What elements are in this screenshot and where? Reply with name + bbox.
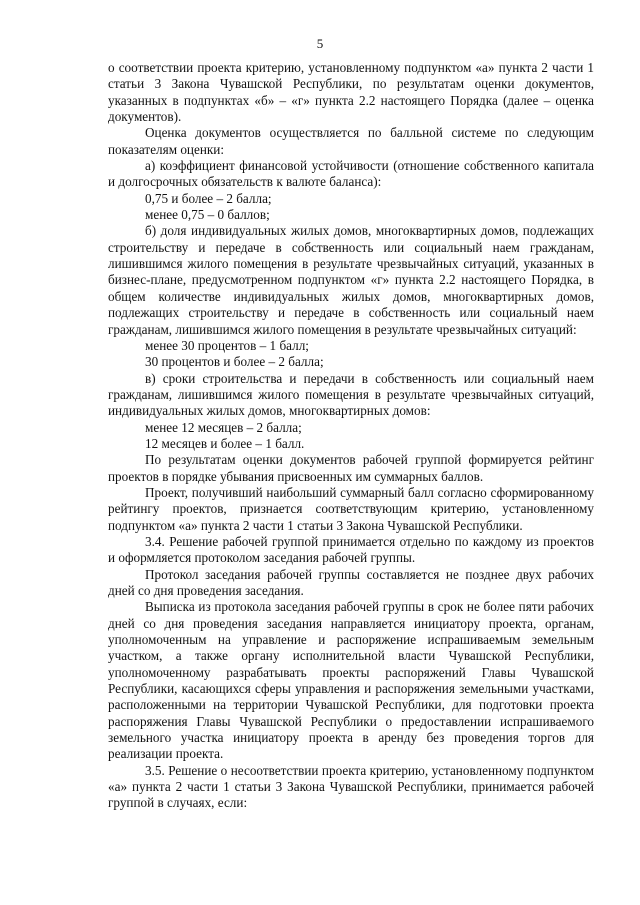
paragraph-criterion-c-score-2: 12 месяцев и более – 1 балл. xyxy=(145,435,305,451)
paragraph-criterion-b-score-1: менее 30 процентов – 1 балл; xyxy=(145,337,309,353)
paragraph-criterion-c-score-1: менее 12 месяцев – 2 балла; xyxy=(145,419,302,435)
paragraph-criterion-a: а) коэффициент финансовой устойчивости (отношение собственного капитала и долгосрочных обязательств к валюте баланса): xyxy=(108,158,594,190)
paragraph-continuation: о соответствии проекта критерию, установленному подпунктом «а» пункта 2 части 1 статьи 3 Закона Чувашской Республики, по результатам оценки документов, указанных в подпунктах «б» – «г» пункта 2.2 настоящего Порядка (далее – оценка документов). xyxy=(108,60,594,125)
document-body xyxy=(108,60,594,812)
paragraph-scoring-intro: Оценка документов осуществляется по балльной системе по следующим показателям оценки: xyxy=(108,125,594,157)
paragraph-section-3-4: 3.4. Решение рабочей группой принимается отдельно по каждому из проектов и оформляется протоколом заседания рабочей группы. xyxy=(108,533,594,566)
paragraph-section-3-5: 3.5. Решение о несоответствии проекта критерию, установленному подпунктом «а» пункта 2 части 1 статьи 3 Закона Чувашской Республики, принимается рабочей группой в случаях, если: xyxy=(108,762,594,811)
paragraph-criterion-c: в) сроки строительства и передачи в собственность или социальный наем гражданам, лишившимся жилого помещения в результате чрезвычайных ситуаций, индивидуальных жилых домов, многоквартирных домов: xyxy=(108,370,594,419)
paragraph-rating: По результатам оценки документов рабочей группой формируется рейтинг проектов в порядке убывания присвоенных им суммарных баллов. xyxy=(108,452,594,484)
paragraph-winner: Проект, получивший наибольший суммарный балл согласно сформированному рейтингу проектов, признается соответствующим критерию, установленному подпунктом «а» пункта 2 части 1 статьи 3 Закона Чувашской Республики. xyxy=(108,484,594,533)
paragraph-protocol: Протокол заседания рабочей группы составляется не позднее двух рабочих дней со дня проведения заседания. xyxy=(108,566,594,598)
paragraph-extract: Выписка из протокола заседания рабочей группы в срок не более пяти рабочих дней со дня проведения заседания направляется инициатору проекта, органам, уполномоченным на управление и распоряжение испрашиваемым земельным участком, а также органу исполнительной власти Чувашской Республики, уполномоченному разрабатывать проекты распоряжений Главы Чувашской Республики, касающихся сферы управления и распоряжения земельными участками, расположенными на территории Чувашской Республики, для подготовки проекта распоряжения Главы Чувашской Республики о предоставлении испрашиваемого земельного участка инициатору проекта в аренду без проведения торгов для реализации проекта. xyxy=(108,599,594,762)
paragraph-criterion-a-score-1: 0,75 и более – 2 балла; xyxy=(145,190,272,206)
paragraph-criterion-b: б) доля индивидуальных жилых домов, многоквартирных домов, подлежащих строительству и передаче в собственность или социальный наем гражданам, лишившимся жилого помещения в результате чрезвычайных ситуаций, указанных в бизнес-плане, предусмотренном подпунктом «г» пункта 2.2 настоящего Порядка, в общем количестве индивидуальных жилых домов, многоквартирных домов, подлежащих строительству и передаче в собственность или социальный наем гражданам, лишившимся жилого помещения в результате чрезвычайных ситуаций: xyxy=(108,223,594,337)
paragraph-criterion-b-score-2: 30 процентов и более – 2 балла; xyxy=(145,354,324,370)
page-number: 5 xyxy=(316,36,324,51)
paragraph-criterion-a-score-2: менее 0,75 – 0 баллов; xyxy=(145,207,270,223)
